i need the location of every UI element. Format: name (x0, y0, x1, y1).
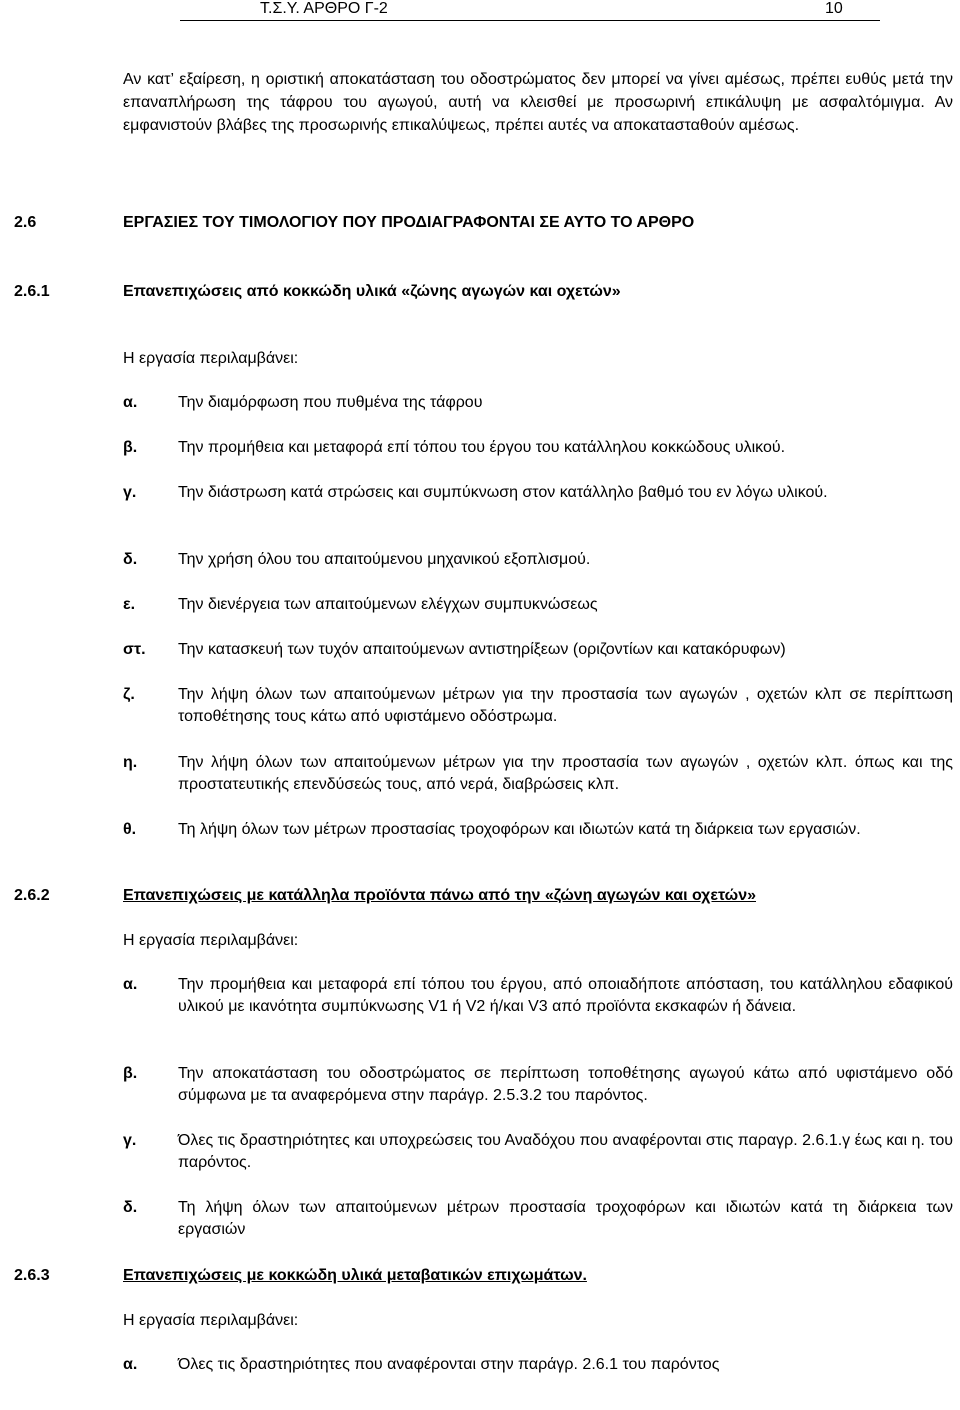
item-marker: ζ. (123, 686, 135, 703)
list-item (123, 819, 953, 841)
list-item (123, 392, 953, 414)
list-item (123, 594, 953, 616)
item-marker: α. (123, 1356, 138, 1373)
item-text: Τη λήψη όλων των απαιτούμενων μέτρων προστασία τροχοφόρων και ιδιωτών κατά τη διάρκεια των εργασιών (178, 1199, 953, 1238)
list-item (123, 684, 953, 728)
page-number: 10 (825, 0, 843, 17)
list-item (123, 1354, 953, 1376)
list-item (123, 549, 953, 571)
item-marker: β. (123, 439, 138, 456)
list-item (123, 752, 953, 796)
page-header (180, 0, 880, 21)
item-text: Την προμήθεια και μεταφορά επί τόπου του έργου, από οποιαδήποτε απόσταση, του κατάλληλου εδαφικού υλικού με ικανότητα συμπύκνωσης V1 ή V2 ή/και V3 από προϊόντα εκσκαφών ή δάνεια. (178, 976, 953, 1015)
section-number: 2.6.2 (14, 887, 50, 904)
section-2-6-1-label: Η εργασία περιλαμβάνει: (123, 350, 299, 367)
item-text: Την αποκατάσταση του οδοστρώματος σε περίπτωση τοποθέτησης αγωγού κάτω από υφιστάμενο οδό σύμφωνα με τα αναφερόμενα στην παράγρ. 2.5.3.2 του παρόντος. (178, 1065, 953, 1104)
item-marker: α. (123, 976, 138, 993)
item-text: Την προμήθεια και μεταφορά επί τόπου του έργου του κατάλληλου κοκκώδους υλικού. (178, 439, 786, 456)
item-marker: ε. (123, 596, 136, 613)
list-item (123, 974, 953, 1018)
section-title: ΕΡΓΑΣΙΕΣ ΤΟΥ ΤΙΜΟΛΟΓΙΟΥ ΠΟΥ ΠΡΟΔΙΑΓΡΑΦΟΝΤΑΙ ΣΕ ΑΥΤΟ ΤΟ ΑΡΘΡΟ (123, 214, 695, 231)
section-number: 2.6.1 (14, 283, 50, 300)
item-text: Όλες τις δραστηριότητες που αναφέρονται στην παράγρ. 2.6.1 του παρόντος (178, 1356, 720, 1373)
list-item (123, 1063, 953, 1107)
item-marker: α. (123, 394, 138, 411)
item-text: Την κατασκευή των τυχόν απαιτούμενων αντιστηρίξεων (οριζοντίων και κατακόρυφων) (178, 641, 786, 658)
item-marker: δ. (123, 551, 138, 568)
section-number: 2.6.3 (14, 1267, 50, 1284)
item-marker: β. (123, 1065, 138, 1082)
item-text: Την διάστρωση κατά στρώσεις και συμπύκνωση στον κατάλληλο βαθμό του εν λόγω υλικού. (178, 484, 828, 501)
item-text: Την διαμόρφωση που πυθμένα της τάφρου (178, 394, 483, 411)
intro-paragraph: Αν κατ’ εξαίρεση, η οριστική αποκατάσταση του οδοστρώματος δεν μπορεί να γίνει αμέσως, πρέπει ευθύς μετά την επαναπλήρωση της τάφρου του αγωγού, αυτή να κλεισθεί με προσωρινή επικάλυψη με ασφαλτόμιγμα. Αν εμφανιστούν βλάβες της προσωρινής επικαλύψεως, πρέπει αυτές να αποκατασταθούν αμέσως. (123, 71, 953, 134)
section-2-6-3-label: Η εργασία περιλαμβάνει: (123, 1312, 299, 1329)
item-text: Την χρήση όλου του απαιτούμενου μηχανικού εξοπλισμού. (178, 551, 591, 568)
item-text: Όλες τις δραστηριότητες και υποχρεώσεις του Αναδόχου που αναφέρονται στις παραγρ. 2.6.1.γ έως και η. του παρόντος. (178, 1132, 953, 1171)
list-item (123, 1197, 953, 1241)
list-item (123, 437, 953, 459)
section-number: 2.6 (14, 214, 37, 231)
header-title: Τ.Σ.Υ. ΑΡΘΡΟ Γ-2 (260, 0, 388, 17)
section-title: Επανεπιχώσεις από κοκκώδη υλικά «ζώνης αγωγών και οχετών» (123, 283, 621, 300)
item-text: Τη λήψη όλων των μέτρων προστασίας τροχοφόρων και ιδιωτών κατά τη διάρκεια των εργασιών. (178, 821, 861, 838)
list-item (123, 1130, 953, 1174)
list-item (123, 482, 953, 504)
item-marker: στ. (123, 641, 146, 658)
section-2-6-2-label: Η εργασία περιλαμβάνει: (123, 932, 299, 949)
item-text: Την λήψη όλων των απαιτούμενων μέτρων για την προστασία των αγωγών , οχετών κλπ σε περίπτωση τοποθέτησης τους κάτω από υφιστάμενο οδόστρωμα. (178, 686, 953, 725)
list-item (123, 639, 953, 661)
section-title: Επανεπιχώσεις με κοκκώδη υλικά μεταβατικών επιχωμάτων. (123, 1267, 587, 1284)
item-marker: γ. (123, 1132, 137, 1149)
section-title: Επανεπιχώσεις με κατάλληλα προϊόντα πάνω από την «ζώνη αγωγών και οχετών» (123, 887, 756, 904)
item-marker: δ. (123, 1199, 138, 1216)
item-marker: γ. (123, 484, 137, 501)
item-text: Την λήψη όλων των απαιτούμενων μέτρων για την προστασία των αγωγών , οχετών κλπ. όπως και της προστατευτικής επενδύσεώς τους, από νερά, διαβρώσεις κλπ. (178, 754, 953, 793)
item-text: Την διενέργεια των απαιτούμενων ελέγχων συμπυκνώσεως (178, 596, 598, 613)
item-marker: θ. (123, 821, 137, 838)
item-marker: η. (123, 754, 138, 771)
